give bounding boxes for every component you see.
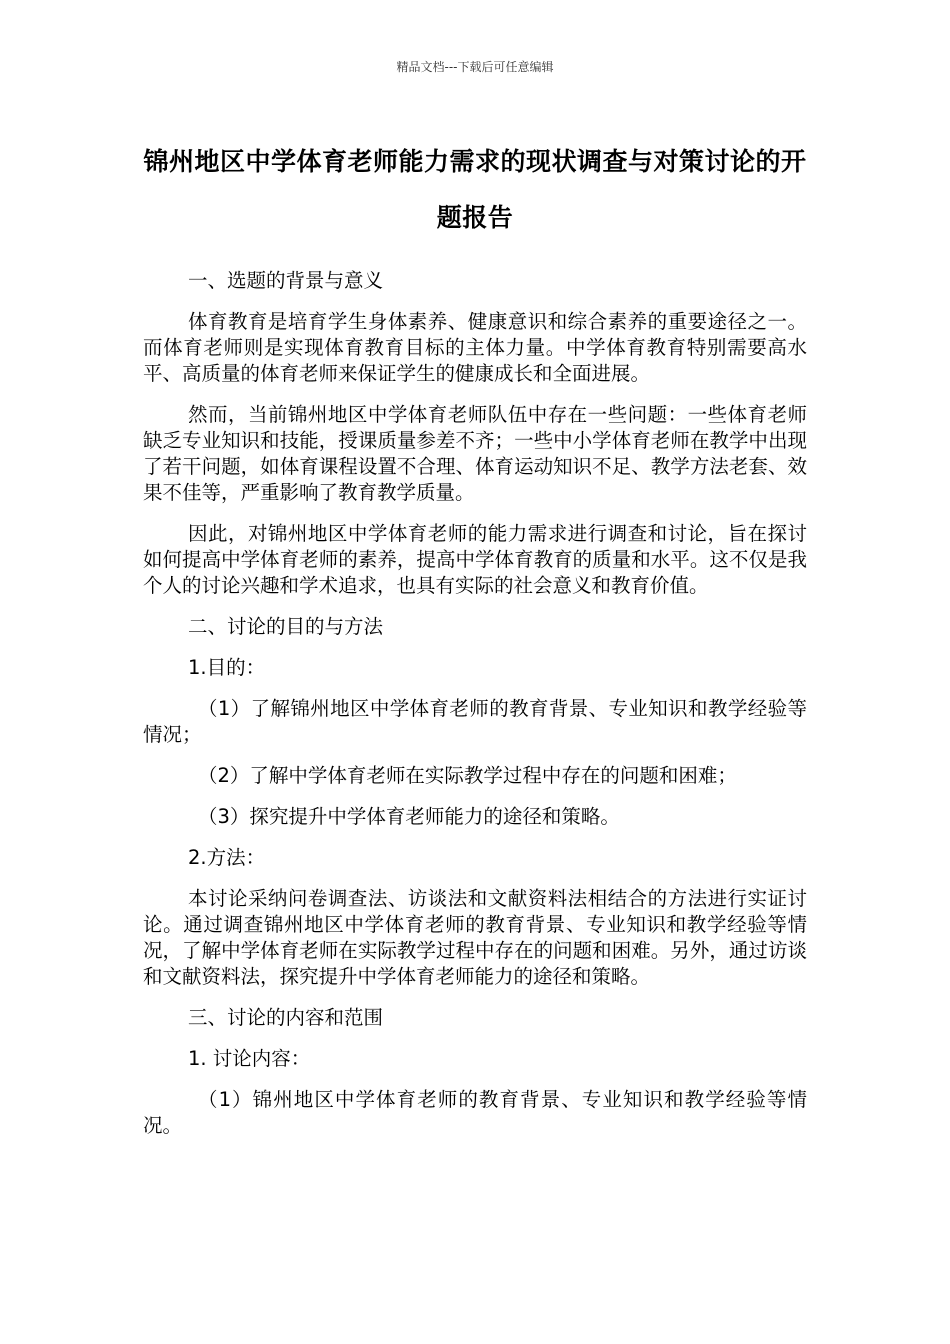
subheading-method: 2.方法： (188, 846, 266, 869)
section-heading-purpose-method: 二、讨论的目的与方法 (188, 615, 384, 638)
subheading-content: 1. 讨论内容： (188, 1047, 311, 1070)
purpose-item-1: （1）了解锦州地区中学体育老师的教育背景、专业知识和教学经验等情况； (143, 697, 807, 746)
paragraph-background-1: 体育教育是培育学生身体素养、健康意识和综合素养的重要途径之一。而体育老师则是实现体育教育目标的主体力量。中学体育教育特别需要高水平、高质量的体育老师来保证学生的健康成长和全面进展。 (143, 310, 807, 385)
purpose-item-3: （3）探究提升中学体育老师能力的途径和策略。 (198, 805, 620, 828)
document-body (143, 268, 807, 1154)
document-title: 锦州地区中学体育老师能力需求的现状调查与对策讨论的开题报告 (143, 147, 807, 232)
paragraph-background-3: 因此，对锦州地区中学体育老师的能力需求进行调查和讨论，旨在探讨如何提高中学体育老师的素养，提高中学体育教育的质量和水平。这不仅是我个人的讨论兴趣和学术追求，也具有实际的社会意义和教育价值。 (143, 522, 807, 597)
subheading-purpose: 1.目的： (188, 656, 266, 679)
section-heading-content-scope: 三、讨论的内容和范围 (188, 1006, 384, 1029)
header-note: 精品文档---下载后可任意编辑 (396, 60, 554, 74)
paragraph-method: 本讨论采纳问卷调查法、访谈法和文献资料法相结合的方法进行实证讨论。通过调查锦州地区中学体育老师的教育背景、专业知识和教学经验等情况，了解中学体育老师在实际教学过程中存在的问题和困难。另外，通过访谈和文献资料法，探究提升中学体育老师能力的途径和策略。 (143, 887, 807, 988)
content-item-1: （1）锦州地区中学体育老师的教育背景、专业知识和教学经验等情况。 (143, 1088, 807, 1137)
purpose-item-2: （2）了解中学体育老师在实际教学过程中存在的问题和困难； (198, 764, 737, 787)
paragraph-background-2: 然而，当前锦州地区中学体育老师队伍中存在一些问题：一些体育老师缺乏专业知识和技能，授课质量参差不齐；一些中小学体育老师在教学中出现了若干问题，如体育课程设置不合理、体育运动知识不足、教学方法老套、效果不佳等，严重影响了教育教学质量。 (143, 403, 807, 504)
section-heading-background: 一、选题的背景与意义 (188, 269, 384, 292)
